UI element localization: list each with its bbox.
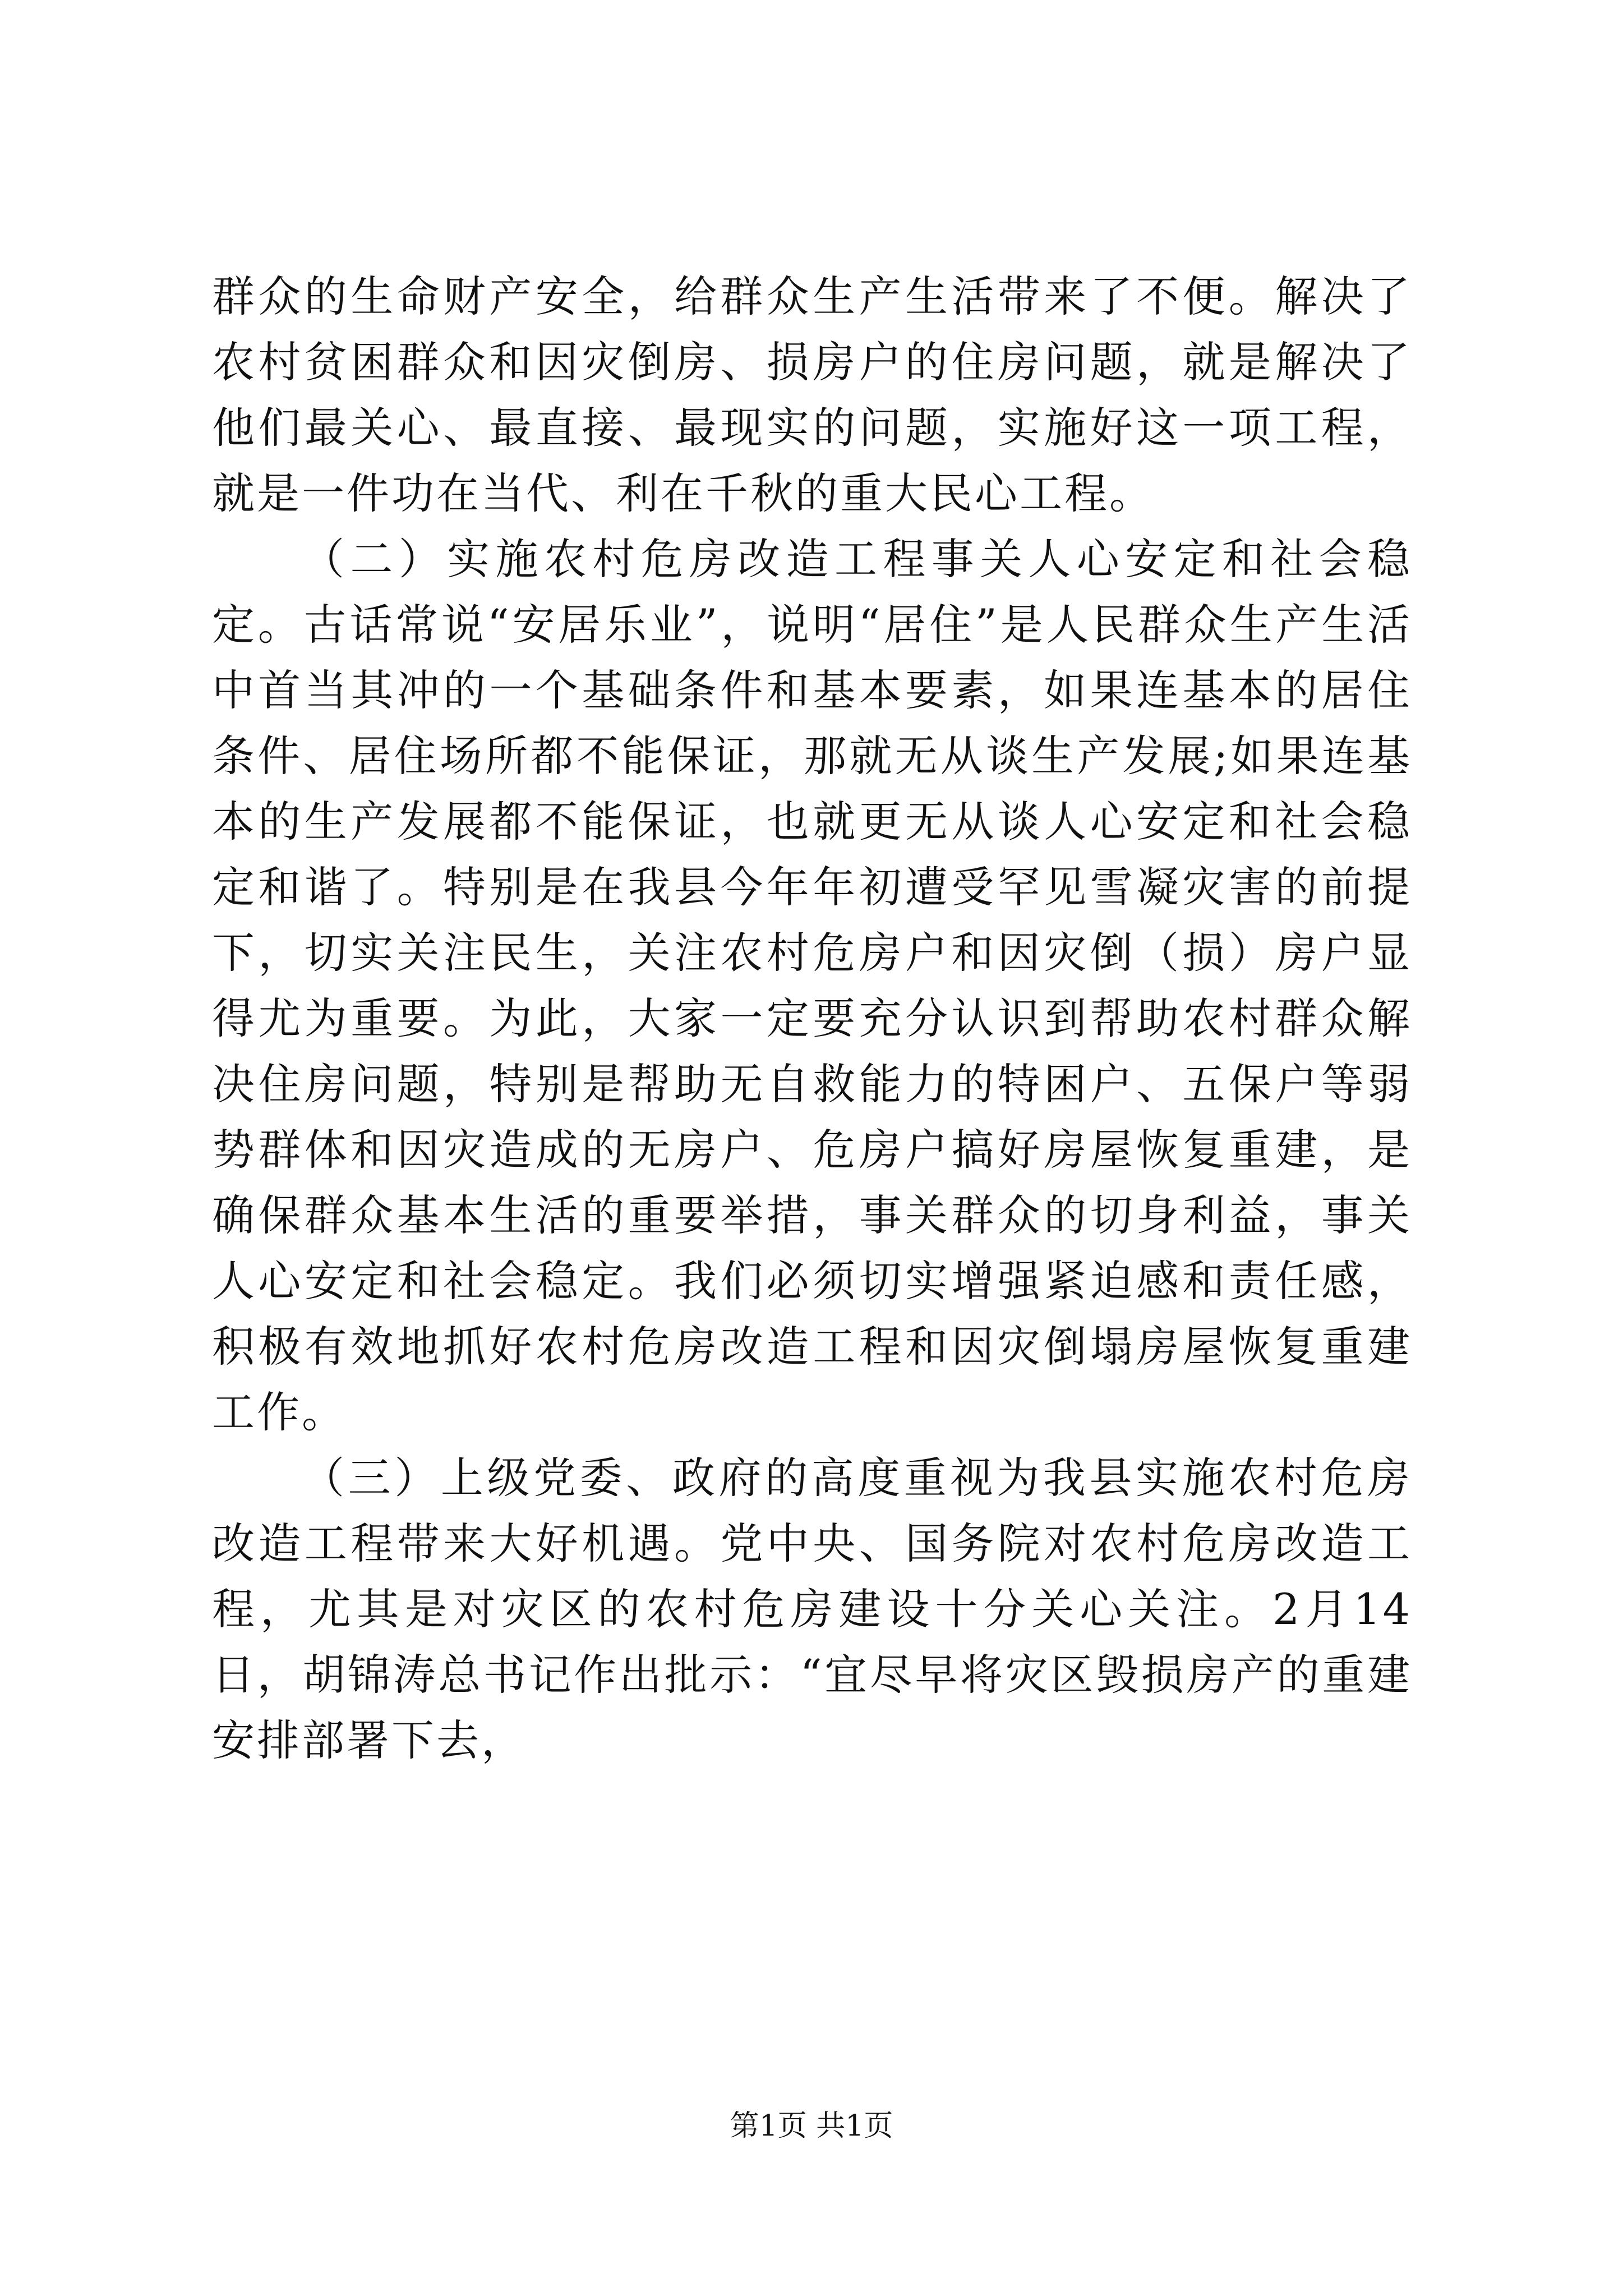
document-body (212, 264, 1412, 1773)
page-footer: 第1页 共1页 (730, 2109, 893, 2143)
paragraph-section-2: （二）实施农村危房改造工程事关人心安定和社会稳定。古话常说“安居乐业”，说明“居住”是人民群众生产生活中首当其冲的一个基础条件和基本要素，如果连基本的居住条件、居住场所都不能保证，那就无从谈生产发展;如果连基本的生产发展都不能保证，也就更无从谈人心安定和社会稳定和谐了。特别是在我县今年年初遭受罕见雪凝灾害的前提下，切实关注民生，关注农村危房户和因灾倒（损）房户显得尤为重要。为此，大家一定要充分认识到帮助农村群众解决住房问题，特别是帮助无自救能力的特困户、五保户等弱势群体和因灾造成的无房户、危房户搞好房屋恢复重建，是确保群众基本生活的重要举措，事关群众的切身利益，事关人心安定和社会稳定。我们必须切实增强紧迫感和责任感，积极有效地抓好农村危房改造工程和因灾倒塌房屋恢复重建工作。 (212, 534, 1412, 1437)
paragraph-section-3: （三）上级党委、政府的高度重视为我县实施农村危房改造工程带来大好机遇。党中央、国务院对农村危房改造工程，尤其是对灾区的农村危房建设十分关心关注。2月14日，胡锦涛总书记作出批示：“宜尽早将灾区毁损房产的重建安排部署下去， (212, 1453, 1412, 1765)
paragraph-continuation: 群众的生命财产安全，给群众生产生活带来了不便。解决了农村贫困群众和因灾倒房、损房户的住房问题，就是解决了他们最关心、最直接、最现实的问题，实施好这一项工程，就是一件功在当代、利在千秋的重大民心工程。 (212, 272, 1412, 518)
